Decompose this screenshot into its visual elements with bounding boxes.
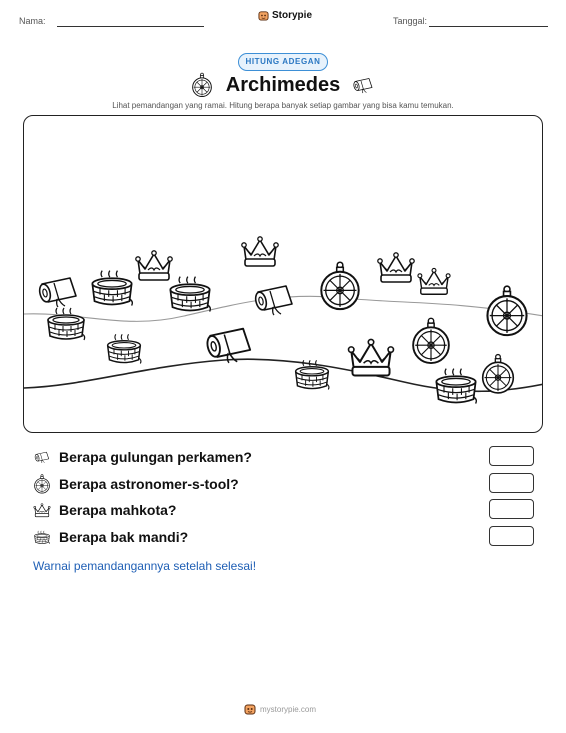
question-row: [33, 446, 252, 468]
storypie-logo-icon: [258, 10, 269, 21]
activity-badge: HITUNG ADEGAN: [238, 53, 328, 71]
scene-bathtub: [108, 334, 141, 363]
crown-icon: [33, 502, 51, 518]
question-row: [33, 473, 239, 495]
answer-box-crown[interactable]: [489, 499, 534, 519]
scene-bathtub: [170, 277, 210, 312]
question-text: Berapa gulungan perkamen?: [59, 449, 252, 465]
scene-bathtub: [92, 271, 132, 306]
scene-scroll: [205, 329, 250, 363]
scene-bathtub: [436, 369, 476, 404]
scene-astrolabe: [413, 318, 449, 363]
astrolabe-icon: [33, 474, 51, 494]
answer-box-bathtub[interactable]: [489, 526, 534, 546]
date-label: Tanggal:: [393, 16, 428, 26]
scene-crown: [349, 339, 394, 375]
scene-crown: [378, 253, 414, 282]
question-text: Berapa astronomer-s-tool?: [59, 476, 239, 492]
brand-name: Storypie: [272, 10, 313, 21]
counting-scene: [23, 115, 543, 433]
answer-box-astrolabe[interactable]: [489, 473, 534, 493]
page-title: Archimedes: [225, 74, 341, 96]
storypie-logo-icon: [244, 703, 256, 715]
brand-logo: [258, 10, 312, 21]
answer-box-scroll[interactable]: [489, 446, 534, 466]
scene-crown: [418, 268, 450, 294]
instructions: Lihat pemandangan yang ramai. Hitung berapa banyak setiap gambar yang bisa kamu temukan.: [112, 101, 454, 110]
question-row: [33, 526, 188, 548]
question-text: Berapa mahkota?: [59, 502, 177, 518]
scroll-icon: [351, 76, 375, 94]
scene-astrolabe: [483, 355, 514, 393]
name-field[interactable]: [57, 26, 204, 27]
scene-illustration: [24, 116, 543, 433]
scene-scroll: [254, 286, 292, 315]
scene-scroll: [38, 278, 76, 307]
footer-url[interactable]: mystorypie.com: [260, 704, 317, 714]
bathtub-icon: [33, 529, 51, 545]
scene-astrolabe: [321, 262, 358, 309]
footer: [244, 703, 316, 715]
name-label: Nama:: [19, 16, 46, 26]
scene-crown: [242, 237, 278, 266]
question-row: [33, 499, 176, 521]
scene-crown: [136, 251, 172, 280]
scene-bathtub: [48, 308, 85, 340]
question-text: Berapa bak mandi?: [59, 529, 189, 545]
date-field[interactable]: [429, 26, 548, 27]
scene-astrolabe: [487, 286, 526, 335]
coloring-prompt: Warnai pemandangannya setelah selesai!: [33, 559, 257, 573]
scroll-icon: [33, 450, 51, 464]
